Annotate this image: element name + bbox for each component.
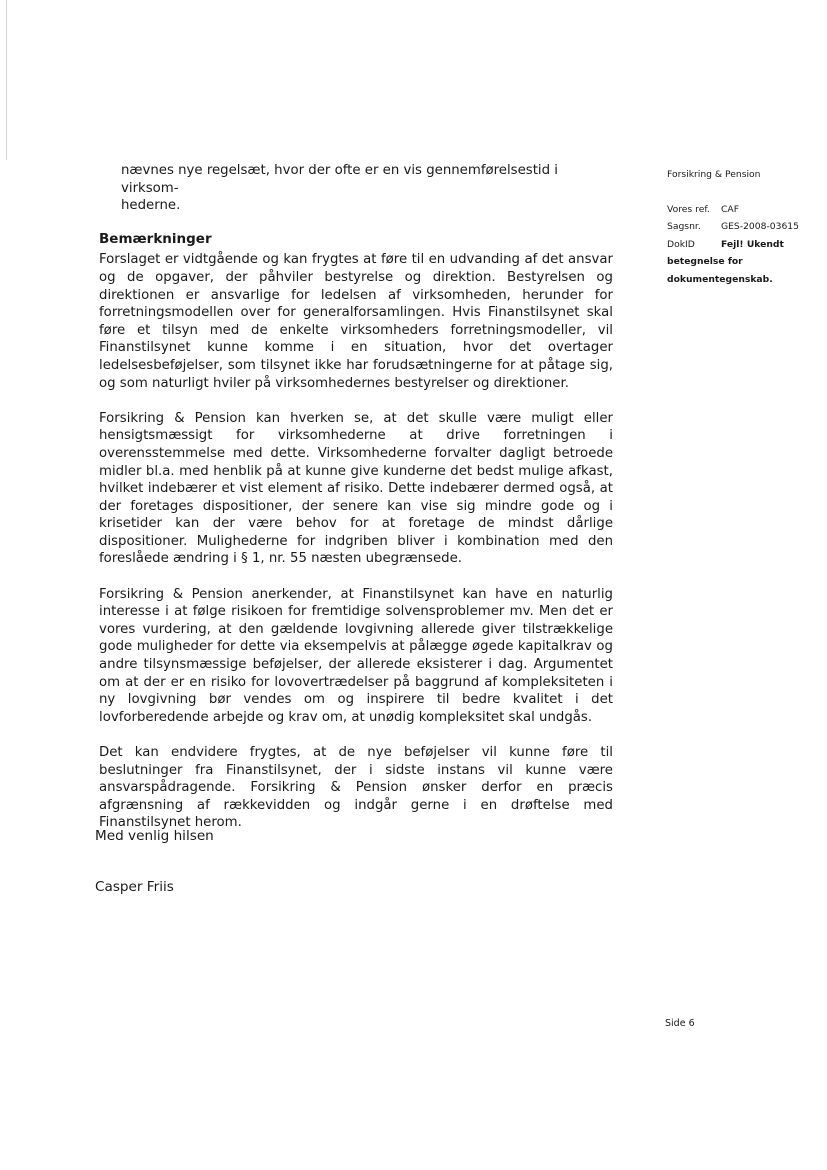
- vores-ref-label: Vores ref.: [667, 203, 710, 215]
- paragraph-4: Det kan endvidere frygtes, at de nye beføjelser vil kunne føre til beslutninger fra Finanstilsynet, der i sidste instans vil kunne være ansvarspådragende. Forsikring & Pension ønsker derfor en præcis afgrænsning af rækkevidden og indgår gerne i en drøftelse med Finanstilsynet herom.: [99, 745, 613, 831]
- paragraph-3: Forsikring & Pension anerkender, at Finanstilsynet kan have en naturlig interesse i at følge risikoen for fremtidige solvensproblemer mv. Men det er vores vurdering, at den gældende lovgivning allerede giver tilstrækkelige gode muligheder for dette via eksempelvis at pålægge øgede kapitalkrav og andre tilsynsmæssige beføjelser, der allerede eksisterer i dag. Argumentet om at der er en risiko for lovovertrædelser på baggrund af kompleksiteten i ny lovgivning bør vendes om og inspirere til bedre kvalitet i det lovforberedende arbejde og krav om, at unødig kompleksitet skal undgås.: [99, 586, 613, 725]
- vores-ref-value: CAF: [721, 203, 739, 215]
- paragraph-1: Forslaget er vidtgående og kan frygtes at føre til en udvanding af det ansvar og de opgaver, der påhviler bestyrelse og direktion. Bestyrelsen og direktionen er ansvarlige for ledelsen af virksomheden, herunder for forretningsmodellen over for generalforsamlingen. Hvis Finanstilsynet skal føre et tilsyn med de enkelte virksomheders forretningsmodeller, vil Finanstilsynet kunne komme i en situation, hvor det overtager ledelsesbeføjelser, som tilsynet ikke har forudsætningerne for at påtage sig, og som naturligt hviler på virksomhedernes bestyrelser og direktioner.: [99, 252, 613, 391]
- intro-line-1: nævnes nye regelsæt, hvor der ofte er en vis gennemførelsestid i virksom-: [121, 163, 558, 196]
- page-number: Side 6: [665, 1018, 695, 1029]
- dokid-error-line-3: dokumentegenskab.: [667, 273, 773, 285]
- sagsnr-row: [667, 218, 817, 236]
- sagsnr-label: Sagsnr.: [667, 221, 701, 233]
- letter-body: [99, 162, 613, 832]
- dokid-error-line-2: betegnelse for: [667, 256, 743, 268]
- reference-sidebar: [667, 166, 817, 289]
- closing-greeting: Med venlig hilsen: [95, 828, 214, 844]
- intro-line-2: hederne.: [121, 198, 181, 214]
- paragraph-2: Forsikring & Pension kan hverken se, at det skulle være muligt eller hensigtsmæssigt for virksomhederne at drive forretningen i overensstemmelse med dette. Virksomhederne forvalter dagligt betroede midler bl.a. med henblik på at kunne give kunderne det bedst mulige afkast, hvilket indebærer et vist element af risiko. Dette indebærer dermed også, at der foretages dispositioner, der senere kan vise sig mindre gode og i krisetider kan der være behov for at foretage de mindst dårlige dispositioner. Mulighederne for indgriben bliver i kombination med den foreslåede ændring i § 1, nr. 55 næsten ubegrænsede.: [99, 410, 613, 567]
- dokid-row: [667, 236, 817, 254]
- dokid-value: Fejl! Ukendt: [721, 238, 784, 250]
- dokid-label: DokID: [667, 238, 695, 250]
- sidebar-org-name: Forsikring & Pension: [667, 169, 761, 180]
- sagsnr-value: GES-2008-03615: [721, 221, 799, 233]
- section-heading: Bemærkninger: [99, 230, 212, 247]
- page-edge-line: [6, 0, 7, 160]
- signature-name: Casper Friis: [95, 879, 174, 895]
- vores-ref-row: [667, 201, 817, 219]
